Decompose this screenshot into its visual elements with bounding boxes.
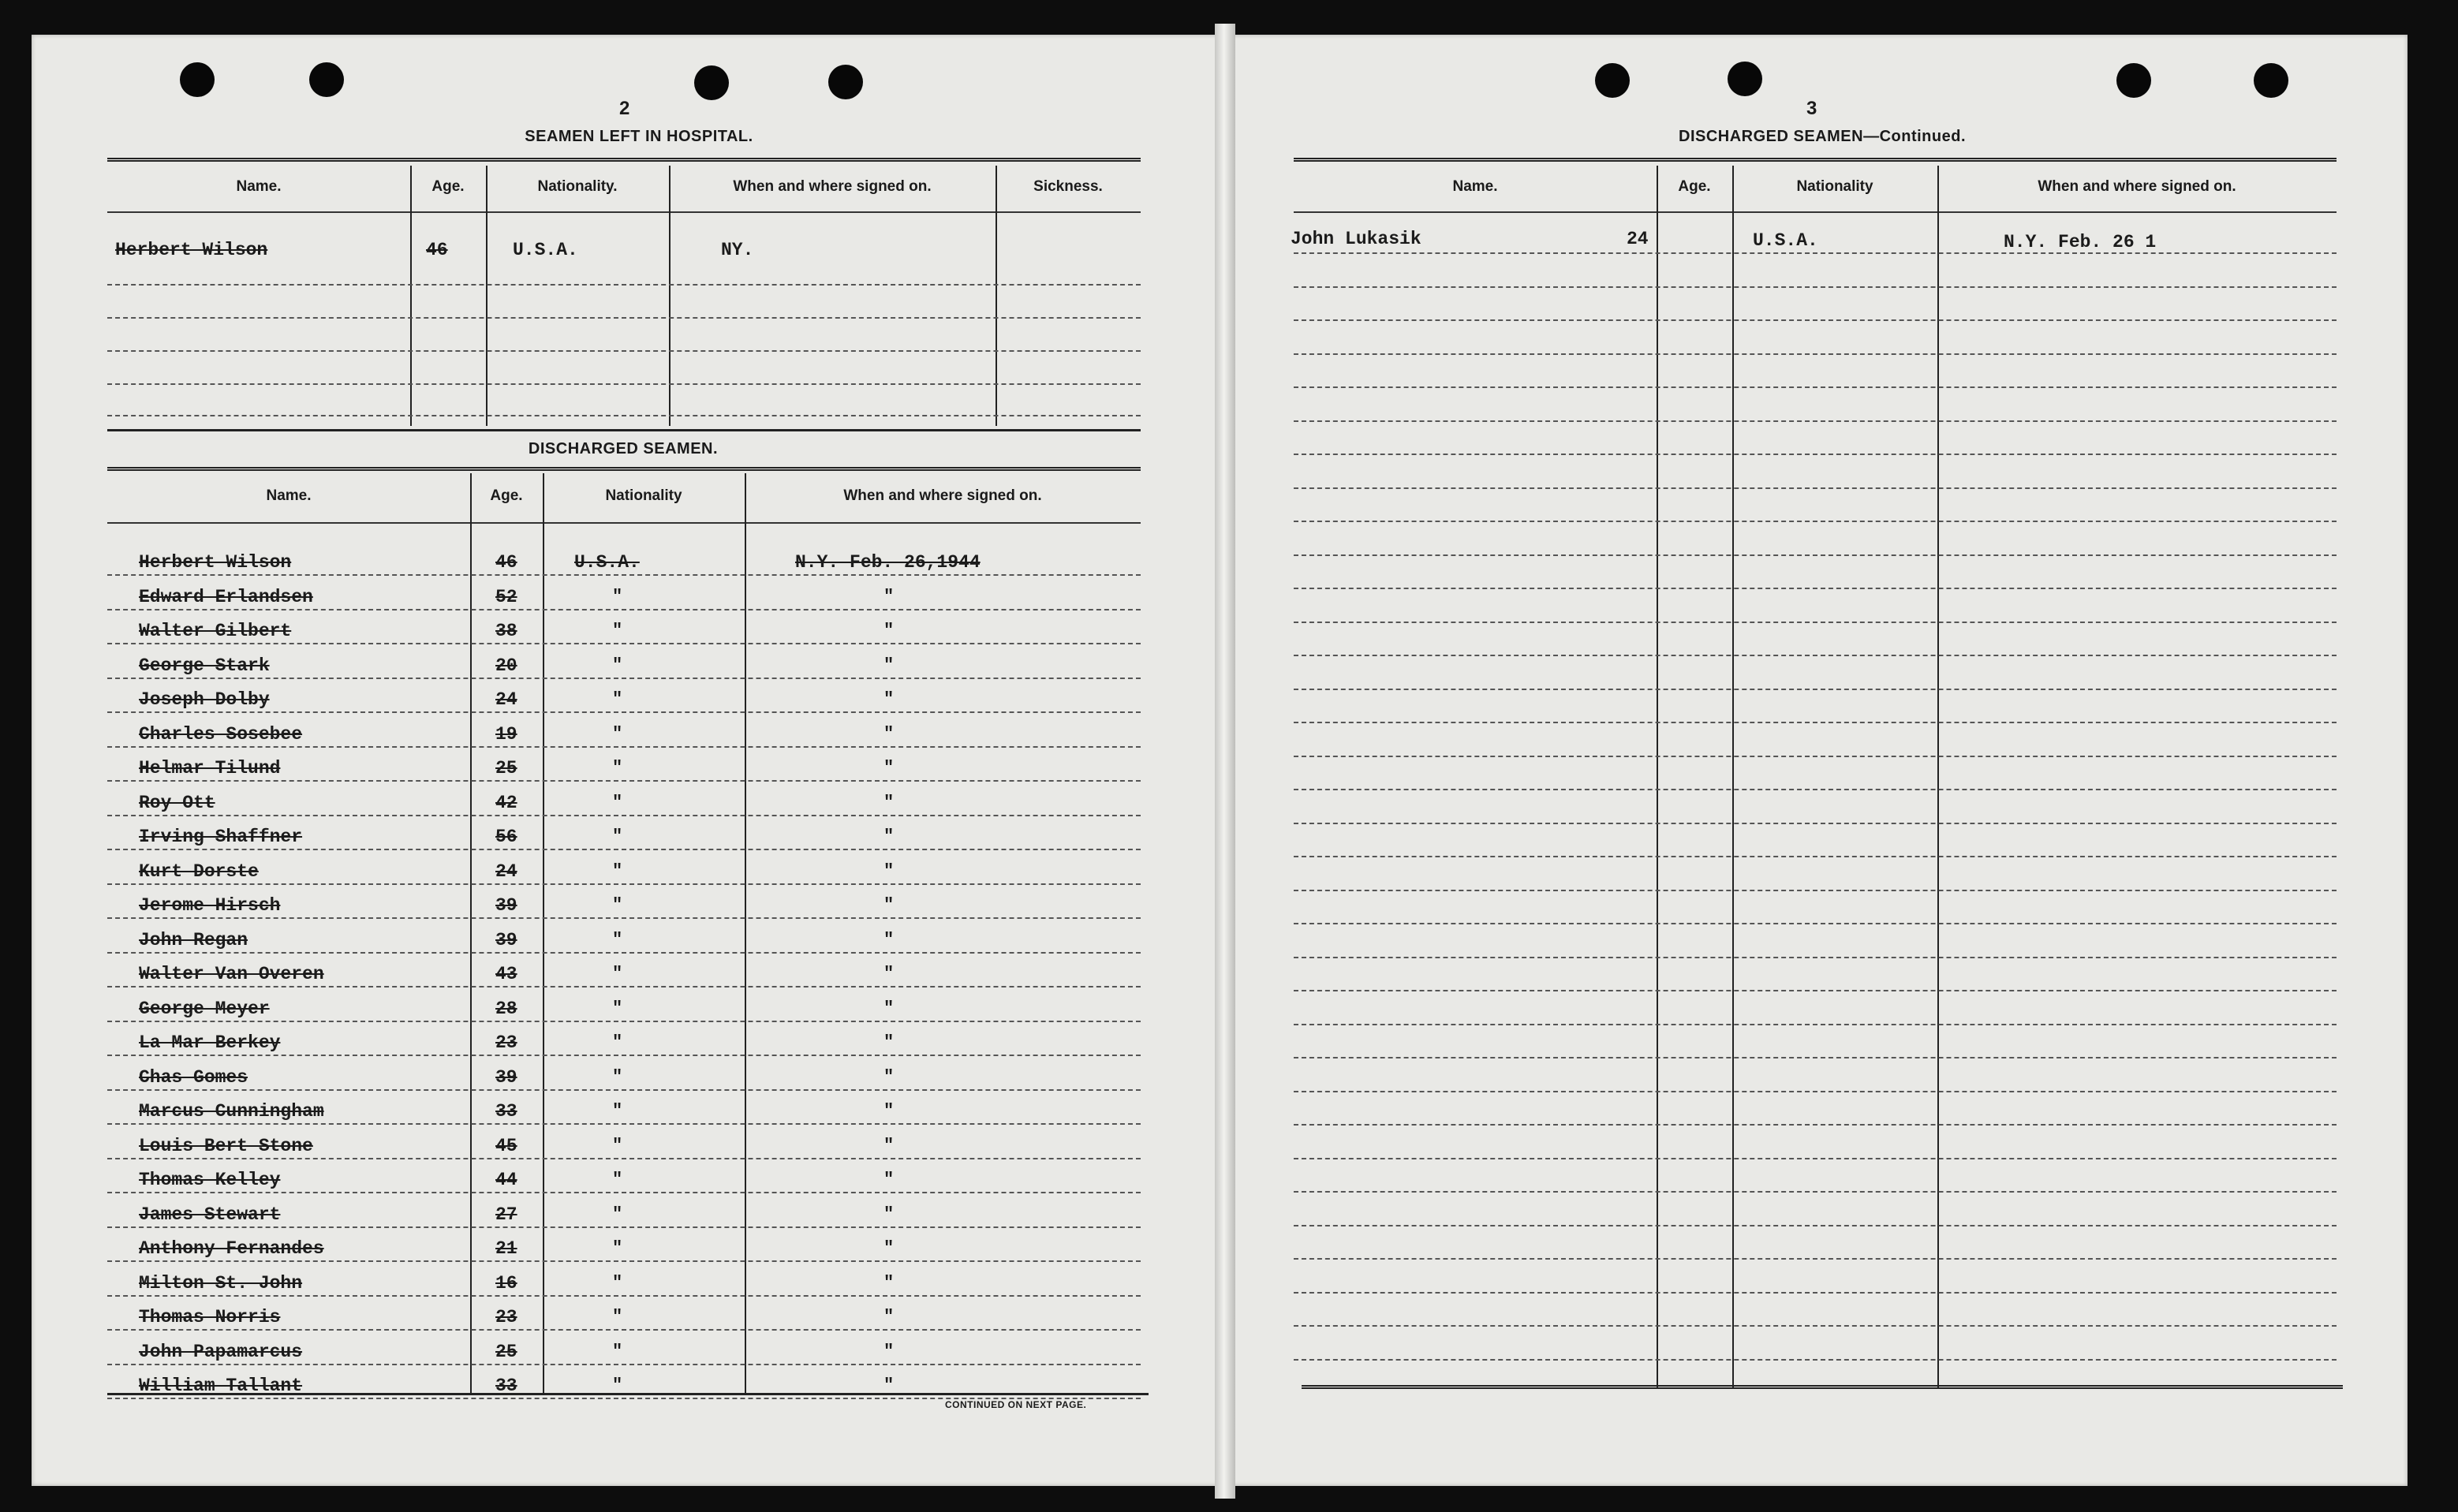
discharged-row-signed-on: " <box>883 1376 895 1395</box>
rule <box>1294 211 2337 213</box>
discharged-row-signed-on: " <box>883 1101 895 1121</box>
discharged-row-nationality: " <box>612 1376 623 1395</box>
ruled-line <box>1294 286 2337 288</box>
ruled-line <box>1294 1225 2337 1226</box>
punch-hole <box>2254 63 2288 98</box>
punch-hole <box>694 65 729 100</box>
rule <box>1294 158 2337 162</box>
rule <box>107 522 1141 524</box>
ruled-line <box>1294 1091 2337 1092</box>
page-number: 3 <box>1806 98 1817 119</box>
discharged-row-age: 56 <box>495 827 517 847</box>
continued-header-nationality: Nationality <box>1796 178 1873 195</box>
ruled-line <box>107 711 1141 713</box>
discharged-row-age: 24 <box>495 861 517 882</box>
ruled-line <box>1294 856 2337 857</box>
discharged-header-nationality: Nationality <box>605 487 682 504</box>
punch-hole <box>180 62 215 97</box>
discharged-row-name: Louis Bert Stone <box>139 1136 313 1156</box>
discharged-header-signed-on: When and where signed on. <box>843 487 1042 504</box>
discharged-row-nationality: U.S.A. <box>574 552 640 573</box>
ruled-line <box>107 815 1141 816</box>
discharged-header-age: Age. <box>490 487 523 504</box>
discharged-row-name: Roy Ott <box>139 793 215 813</box>
ruled-line <box>1294 420 2337 422</box>
discharged-row-signed-on: " <box>883 689 895 709</box>
discharged-row-nationality: " <box>612 724 623 744</box>
ruled-line <box>1294 1124 2337 1126</box>
ruled-line <box>1294 1325 2337 1327</box>
hospital-section-title: SEAMEN LEFT IN HOSPITAL. <box>525 128 753 145</box>
discharged-row-nationality: " <box>612 1101 623 1121</box>
column-divider <box>470 473 472 1394</box>
discharged-row-name: James Stewart <box>139 1204 281 1225</box>
ruled-line <box>107 284 1141 286</box>
discharged-row-name: George Meyer <box>139 999 270 1019</box>
discharged-header-name: Name. <box>266 487 312 504</box>
discharged-row-signed-on: " <box>883 999 895 1018</box>
discharged-row-signed-on: " <box>883 1238 895 1258</box>
ruled-line <box>107 383 1141 385</box>
discharged-row-name: Walter Van Overen <box>139 964 324 984</box>
ruled-line <box>1294 622 2337 623</box>
discharged-row-nationality: " <box>612 895 623 915</box>
ruled-line <box>107 1158 1141 1159</box>
discharged-row-age: 25 <box>495 1342 517 1362</box>
discharged-row-signed-on: " <box>883 655 895 675</box>
punch-hole <box>309 62 344 97</box>
discharged-row-nationality: " <box>612 655 623 675</box>
discharged-row-nationality: " <box>612 1307 623 1327</box>
discharged-row-signed-on: " <box>883 827 895 846</box>
column-divider <box>1732 166 1734 1388</box>
punch-hole <box>828 65 863 99</box>
hospital-header-sickness: Sickness. <box>1033 178 1103 195</box>
discharged-row-signed-on: N.Y. Feb. 26,1944 <box>795 552 981 573</box>
hospital-row-nationality: U.S.A. <box>513 240 578 260</box>
column-divider <box>410 166 412 426</box>
discharged-row-name: Thomas Norris <box>139 1307 281 1327</box>
discharged-row-nationality: " <box>612 999 623 1018</box>
ruled-line <box>107 1260 1141 1262</box>
discharged-row-age: 43 <box>495 964 517 984</box>
discharged-row-signed-on: " <box>883 1307 895 1327</box>
discharged-row-signed-on: " <box>883 861 895 881</box>
ruled-line <box>1294 1359 2337 1361</box>
ruled-line <box>107 1364 1141 1365</box>
discharged-row-age: 16 <box>495 1273 517 1294</box>
discharged-row-nationality: " <box>612 827 623 846</box>
discharged-row-age: 52 <box>495 587 517 607</box>
ruled-line <box>1294 521 2337 522</box>
discharged-row-nationality: " <box>612 964 623 984</box>
ruled-line <box>1294 957 2337 958</box>
ruled-line <box>1294 386 2337 388</box>
discharged-row-nationality: " <box>612 861 623 881</box>
discharged-row-age: 45 <box>495 1136 517 1156</box>
discharged-row-age: 33 <box>495 1101 517 1122</box>
discharged-row-age: 23 <box>495 1032 517 1053</box>
ruled-line <box>107 986 1141 987</box>
rule <box>107 1393 1149 1395</box>
ruled-line <box>1294 554 2337 556</box>
ruled-line <box>107 643 1141 644</box>
ruled-line <box>1294 353 2337 355</box>
discharged-row-name: Edward Erlandsen <box>139 587 313 607</box>
ruled-line <box>1294 1191 2337 1193</box>
discharged-row-signed-on: " <box>883 793 895 812</box>
ruled-line <box>1294 923 2337 924</box>
continued-row-name: John Lukasik <box>1291 229 1421 249</box>
discharged-row-name: Anthony Fernandes <box>139 1238 324 1259</box>
continued-header-name: Name. <box>1452 178 1498 195</box>
discharged-row-signed-on: " <box>883 1136 895 1155</box>
ruled-line <box>1294 1158 2337 1159</box>
hospital-header-signed-on: When and where signed on. <box>733 178 932 195</box>
discharged-section-title: DISCHARGED SEAMEN. <box>528 440 719 457</box>
hospital-header-name: Name. <box>236 178 282 195</box>
column-divider <box>543 473 544 1394</box>
punch-hole <box>1595 63 1630 98</box>
continued-row-age: 24 <box>1627 229 1649 249</box>
discharged-row-age: 21 <box>495 1238 517 1259</box>
discharged-row-age: 39 <box>495 895 517 916</box>
continued-section-title: DISCHARGED SEAMEN—Continued. <box>1679 128 1966 145</box>
discharged-row-age: 46 <box>495 552 517 573</box>
discharged-row-name: Marcus Cunningham <box>139 1101 324 1122</box>
ruled-line <box>107 1329 1141 1331</box>
discharged-row-name: Charles Sosebee <box>139 724 303 745</box>
discharged-row-signed-on: " <box>883 621 895 640</box>
discharged-row-name: George Stark <box>139 655 270 676</box>
ruled-line <box>1294 487 2337 489</box>
ruled-line <box>1294 252 2337 254</box>
discharged-row-name: Thomas Kelley <box>139 1170 281 1190</box>
ruled-line <box>107 1226 1141 1228</box>
discharged-row-nationality: " <box>612 689 623 709</box>
discharged-row-age: 28 <box>495 999 517 1019</box>
discharged-row-signed-on: " <box>883 895 895 915</box>
ruled-line <box>1294 1258 2337 1260</box>
discharged-row-nationality: " <box>612 621 623 640</box>
discharged-row-nationality: " <box>612 930 623 950</box>
discharged-row-age: 23 <box>495 1307 517 1327</box>
discharged-row-name: Milton St. John <box>139 1273 303 1294</box>
discharged-row-signed-on: " <box>883 1273 895 1293</box>
discharged-row-nationality: " <box>612 793 623 812</box>
ruled-line <box>1294 1292 2337 1294</box>
ruled-line <box>107 883 1141 885</box>
discharged-row-nationality: " <box>612 1170 623 1189</box>
hospital-header-nationality: Nationality. <box>537 178 618 195</box>
discharged-row-age: 19 <box>495 724 517 745</box>
discharged-row-signed-on: " <box>883 587 895 607</box>
punch-hole <box>2116 63 2151 98</box>
hospital-row-age: 46 <box>426 240 448 260</box>
ruled-line <box>107 1089 1141 1091</box>
discharged-row-nationality: " <box>612 1136 623 1155</box>
discharged-row-nationality: " <box>612 1273 623 1293</box>
ruled-line <box>107 952 1141 954</box>
discharged-row-nationality: " <box>612 1342 623 1361</box>
rule <box>107 467 1141 471</box>
ruled-line <box>1294 823 2337 824</box>
ruled-line <box>107 746 1141 748</box>
discharged-row-age: 38 <box>495 621 517 641</box>
discharged-row-signed-on: " <box>883 1032 895 1052</box>
hospital-header-age: Age. <box>431 178 465 195</box>
discharged-row-age: 42 <box>495 793 517 813</box>
column-divider <box>486 166 487 426</box>
discharged-row-name: La Mar Berkey <box>139 1032 281 1053</box>
rule <box>107 429 1141 431</box>
discharged-row-nationality: " <box>612 1204 623 1224</box>
column-divider <box>1657 166 1658 1388</box>
ruled-line <box>1294 689 2337 690</box>
column-divider <box>669 166 671 426</box>
discharged-row-name: Joseph Dolby <box>139 689 270 710</box>
discharged-row-signed-on: " <box>883 724 895 744</box>
discharged-row-signed-on: " <box>883 1342 895 1361</box>
ruled-line <box>107 1021 1141 1022</box>
ruled-line <box>1294 588 2337 589</box>
punch-hole <box>1728 62 1762 96</box>
discharged-row-nationality: " <box>612 587 623 607</box>
discharged-row-age: 27 <box>495 1204 517 1225</box>
ruled-line <box>107 574 1141 576</box>
ruled-line <box>1294 454 2337 455</box>
continued-header-signed-on: When and where signed on. <box>2038 178 2236 195</box>
continued-row-signed-on: N.Y. Feb. 26 1 <box>2004 232 2157 252</box>
discharged-row-signed-on: " <box>883 1170 895 1189</box>
ruled-line <box>107 350 1141 352</box>
column-divider <box>996 166 997 426</box>
discharged-row-name: John Papamarcus <box>139 1342 303 1362</box>
discharged-row-age: 24 <box>495 689 517 710</box>
discharged-row-name: Jerome Hirsch <box>139 895 281 916</box>
hospital-row-signed-on: NY. <box>721 240 754 260</box>
ruled-line <box>1294 655 2337 656</box>
column-divider <box>1937 166 1939 1388</box>
book-binding <box>1215 24 1235 1499</box>
hospital-row-name: Herbert Wilson <box>115 240 268 260</box>
ruled-line <box>107 415 1141 416</box>
ruled-line <box>107 780 1141 782</box>
discharged-row-name: William Tallant <box>139 1376 303 1396</box>
discharged-row-age: 20 <box>495 655 517 676</box>
discharged-row-age: 33 <box>495 1376 517 1396</box>
ruled-line <box>107 1055 1141 1056</box>
ruled-line <box>107 317 1141 319</box>
page-number: 2 <box>619 98 630 119</box>
discharged-row-age: 39 <box>495 1067 517 1088</box>
rule <box>107 158 1141 162</box>
discharged-row-nationality: " <box>612 1238 623 1258</box>
continued-header-age: Age. <box>1678 178 1711 195</box>
ruled-line <box>107 1123 1141 1125</box>
ruled-line <box>1294 1024 2337 1025</box>
ruled-line <box>1294 1057 2337 1058</box>
ruled-line <box>107 849 1141 850</box>
continued-row-nationality: U.S.A. <box>1753 230 1818 251</box>
ruled-line <box>1294 319 2337 321</box>
discharged-row-age: 39 <box>495 930 517 950</box>
discharged-row-age: 44 <box>495 1170 517 1190</box>
discharged-row-name: John Regan <box>139 930 248 950</box>
discharged-row-signed-on: " <box>883 930 895 950</box>
ruled-line <box>1294 722 2337 723</box>
ruled-line <box>1294 890 2337 891</box>
ruled-line <box>107 1192 1141 1193</box>
ruled-line <box>107 917 1141 919</box>
discharged-row-name: Chas Gomes <box>139 1067 248 1088</box>
ruled-line <box>1294 990 2337 991</box>
discharged-row-signed-on: " <box>883 964 895 984</box>
discharged-row-name: Walter Gilbert <box>139 621 292 641</box>
discharged-row-age: 25 <box>495 758 517 778</box>
discharged-row-name: Helmar Tilund <box>139 758 281 778</box>
discharged-row-nationality: " <box>612 1032 623 1052</box>
ruled-line <box>1294 756 2337 757</box>
discharged-row-name: Herbert Wilson <box>139 552 292 573</box>
ruled-line <box>1294 789 2337 790</box>
ruled-line <box>107 609 1141 610</box>
ruled-line <box>107 678 1141 679</box>
discharged-row-name: Kurt Dorste <box>139 861 259 882</box>
discharged-row-signed-on: " <box>883 758 895 778</box>
rule <box>107 211 1141 213</box>
discharged-row-nationality: " <box>612 1067 623 1087</box>
discharged-row-nationality: " <box>612 758 623 778</box>
rule <box>1302 1385 2343 1389</box>
continued-footer: CONTINUED ON NEXT PAGE. <box>945 1399 1087 1410</box>
discharged-row-signed-on: " <box>883 1204 895 1224</box>
discharged-row-signed-on: " <box>883 1067 895 1087</box>
ruled-line <box>107 1295 1141 1297</box>
discharged-row-name: Irving Shaffner <box>139 827 303 847</box>
column-divider <box>745 473 746 1394</box>
